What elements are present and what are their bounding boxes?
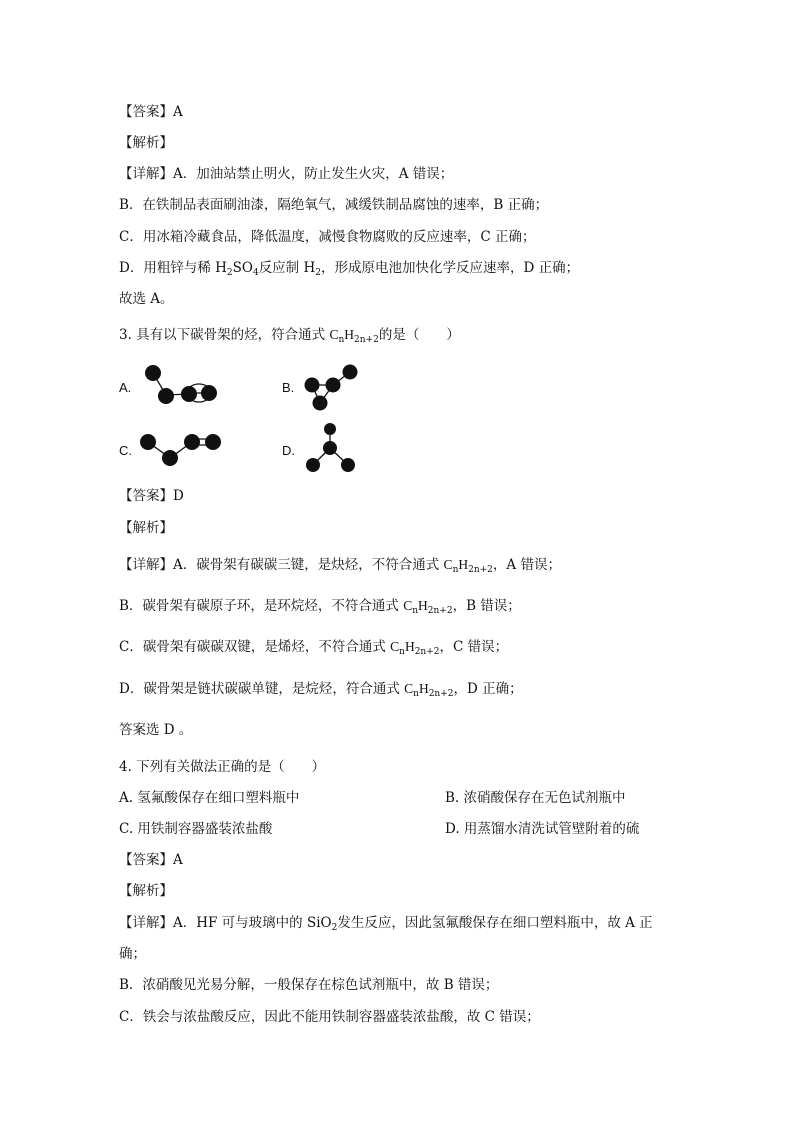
option-b-skeleton bbox=[300, 362, 362, 412]
q4-option-c: C. 用铁制容器盛装浓盐酸 bbox=[119, 821, 273, 837]
detail-c: C．用冰箱冷藏食品，降低温度，减慢食物腐败的反应速率，C 正确； bbox=[119, 229, 536, 245]
q4-option-a: A. 氢氟酸保存在细口塑料瓶中 bbox=[119, 790, 300, 806]
q3-detail-c: C．碳骨架有碳碳双键，是烯烃，不符合通式 $C_nH_{2n+2}$，C 错误； bbox=[119, 639, 509, 657]
option-c-skeleton bbox=[138, 430, 224, 470]
detail-b: B．在铁制品表面刷油漆，隔绝氧气，减缓铁制品腐蚀的速率，B 正确； bbox=[119, 197, 549, 213]
q3-analysis: 【解析】 bbox=[119, 520, 173, 536]
q3-detail-b: B．碳骨架有碳原子环，是环烷烃，不符合通式 $C_nH_{2n+2}$，B 错误； bbox=[119, 598, 521, 616]
option-c-label: C. bbox=[119, 443, 132, 458]
q4-detail-a-1: 【详解】A．HF 可与玻璃中的 SiO$_2$发生反应，因此氢氟酸保存在细口塑料瓶中，故 A 正 bbox=[119, 915, 653, 933]
option-d-skeleton bbox=[300, 420, 362, 476]
q4-analysis: 【解析】 bbox=[119, 883, 173, 899]
q4-option-d: D. 用蒸馏水清洗试管壁附着的硫 bbox=[445, 821, 640, 837]
q4-option-b: B. 浓硝酸保存在无色试剂瓶中 bbox=[445, 790, 626, 806]
conclusion: 故选 A。 bbox=[119, 291, 174, 307]
detail-a: 【详解】A．加油站禁止明火，防止发生火灾，A 错误； bbox=[119, 166, 454, 182]
question-4-stem: 4. 下列有关做法正确的是（ ） bbox=[119, 759, 326, 775]
option-a-label: A. bbox=[119, 380, 132, 395]
answer-line: 【答案】A bbox=[119, 104, 183, 120]
option-a-skeleton bbox=[140, 362, 225, 408]
q3-detail-d: D．碳骨架是链状碳碳单键，是烷烃，符合通式 $C_nH_{2n+2}$，D 正确； bbox=[119, 681, 523, 699]
q4-detail-c: C．铁会与浓盐酸反应，因此不能用铁制容器盛装浓盐酸，故 C 错误； bbox=[119, 1009, 540, 1025]
q4-detail-b: B．浓硝酸见光易分解，一般保存在棕色试剂瓶中，故 B 错误； bbox=[119, 977, 499, 993]
option-b-label: B. bbox=[282, 380, 295, 395]
q4-detail-a-2: 确； bbox=[119, 946, 146, 962]
option-d-label: D. bbox=[282, 443, 295, 458]
analysis-heading: 【解析】 bbox=[119, 135, 173, 151]
q3-answer: 【答案】D bbox=[119, 488, 184, 504]
q3-detail-a: 【详解】A．碳骨架有碳碳三键，是炔烃，不符合通式 $C_nH_{2n+2}$，A 错误； bbox=[119, 557, 561, 575]
detail-d: D．用粗锌与稀 $H_2SO_4$反应制 $H_2$，形成原电池加快化学反应速率，D 正确； bbox=[119, 260, 580, 278]
question-3-stem: 3. 具有以下碳骨架的烃，符合通式 $C_nH_{2n+2}$的是（ ） bbox=[119, 327, 460, 345]
q3-conclusion: 答案选 D 。 bbox=[119, 722, 193, 738]
q4-answer: 【答案】A bbox=[119, 852, 183, 868]
